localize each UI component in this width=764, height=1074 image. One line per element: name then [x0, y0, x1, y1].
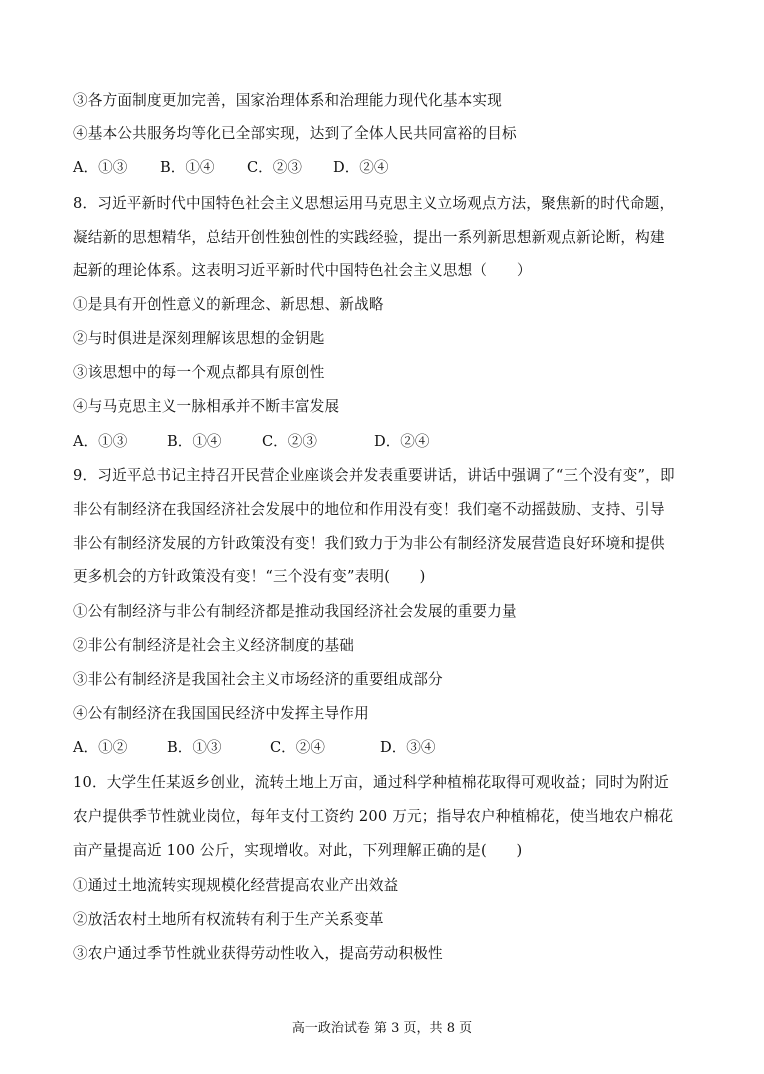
question-10-stem-line-3: 亩产量提高近 100 公斤，实现增收。对此，下列理解正确的是( ) [73, 842, 523, 859]
option-b: B．①④ [160, 159, 215, 176]
option-d: D．②④ [374, 433, 430, 450]
option-c: C．②④ [270, 739, 325, 756]
question-10-stem-line-1: 10．大学生任某返乡创业，流转土地上万亩，通过科学种植棉花取得可观收益；同时为附近 [73, 774, 669, 791]
statement-3-q7: ③各方面制度更加完善，国家治理体系和治理能力现代化基本实现 [73, 92, 503, 109]
question-9-stem-line-3: 非公有制经济发展的方针政策没有变！我们致力于为非公有制经济发展营造良好环境和提供 [73, 535, 665, 552]
question-10-statement-1: ①通过土地流转实现规模化经营提高农业产出效益 [73, 877, 399, 894]
statement-4-q7: ④基本公共服务均等化已全部实现，达到了全体人民共同富裕的目标 [73, 125, 517, 142]
question-10-statement-2: ②放活农村土地所有权流转有利于生产关系变革 [73, 911, 384, 928]
question-9-statement-1: ①公有制经济与非公有制经济都是推动我国经济社会发展的重要力量 [73, 603, 517, 620]
question-9-statement-3: ③非公有制经济是我国社会主义市场经济的重要组成部分 [73, 671, 443, 688]
question-8-stem-line-1: 8．习近平新时代中国特色社会主义思想运用马克思主义立场观点方法，聚焦新的时代命题， [73, 195, 675, 212]
question-10-statement-3: ③农户通过季节性就业获得劳动性收入，提高劳动积极性 [73, 945, 443, 962]
option-b: B．①③ [167, 739, 222, 756]
option-a: A．①② [73, 739, 128, 756]
question-9-stem-line-4: 更多机会的方针政策没有变！“三个没有变”表明( ) [73, 568, 426, 585]
question-8-statement-2: ②与时俱进是深刻理解该思想的金钥匙 [73, 330, 325, 347]
question-9-statement-2: ②非公有制经济是社会主义经济制度的基础 [73, 637, 355, 654]
option-d: D．③④ [380, 739, 436, 756]
option-b: B．①④ [167, 433, 222, 450]
question-9-stem-line-1: 9．习近平总书记主持召开民营企业座谈会并发表重要讲话，讲话中强调了“三个没有变”，即 [73, 467, 675, 484]
option-d: D．②④ [333, 159, 389, 176]
question-8-statement-3: ③该思想中的每一个观点都具有原创性 [73, 364, 325, 381]
question-9-statement-4: ④公有制经济在我国国民经济中发挥主导作用 [73, 705, 369, 722]
option-a: A．①③ [73, 433, 128, 450]
question-8-stem-line-3: 起新的理论体系。这表明习近平新时代中国特色社会主义思想（ ） [73, 262, 532, 279]
option-c: C．②③ [247, 159, 302, 176]
page-footer: 高一政治试卷 第 3 页，共 8 页 [291, 1021, 473, 1036]
question-8-statement-1: ①是具有开创性意义的新理念、新思想、新战略 [73, 296, 384, 313]
question-10-stem-line-2: 农户提供季节性就业岗位，每年支付工资约 200 万元；指导农户种植棉花，使当地农户棉花 [73, 808, 674, 825]
question-8-stem-line-2: 凝结新的思想精华，总结开创性独创性的实践经验，提出一系列新思想新观点新论断，构建 [73, 229, 665, 246]
option-a: A．①③ [73, 159, 128, 176]
question-9-stem-line-2: 非公有制经济在我国经济社会发展中的地位和作用没有变！我们毫不动摇鼓励、支持、引导 [73, 501, 665, 518]
option-c: C．②③ [262, 433, 317, 450]
question-8-statement-4: ④与马克思主义一脉相承并不断丰富发展 [73, 398, 340, 415]
